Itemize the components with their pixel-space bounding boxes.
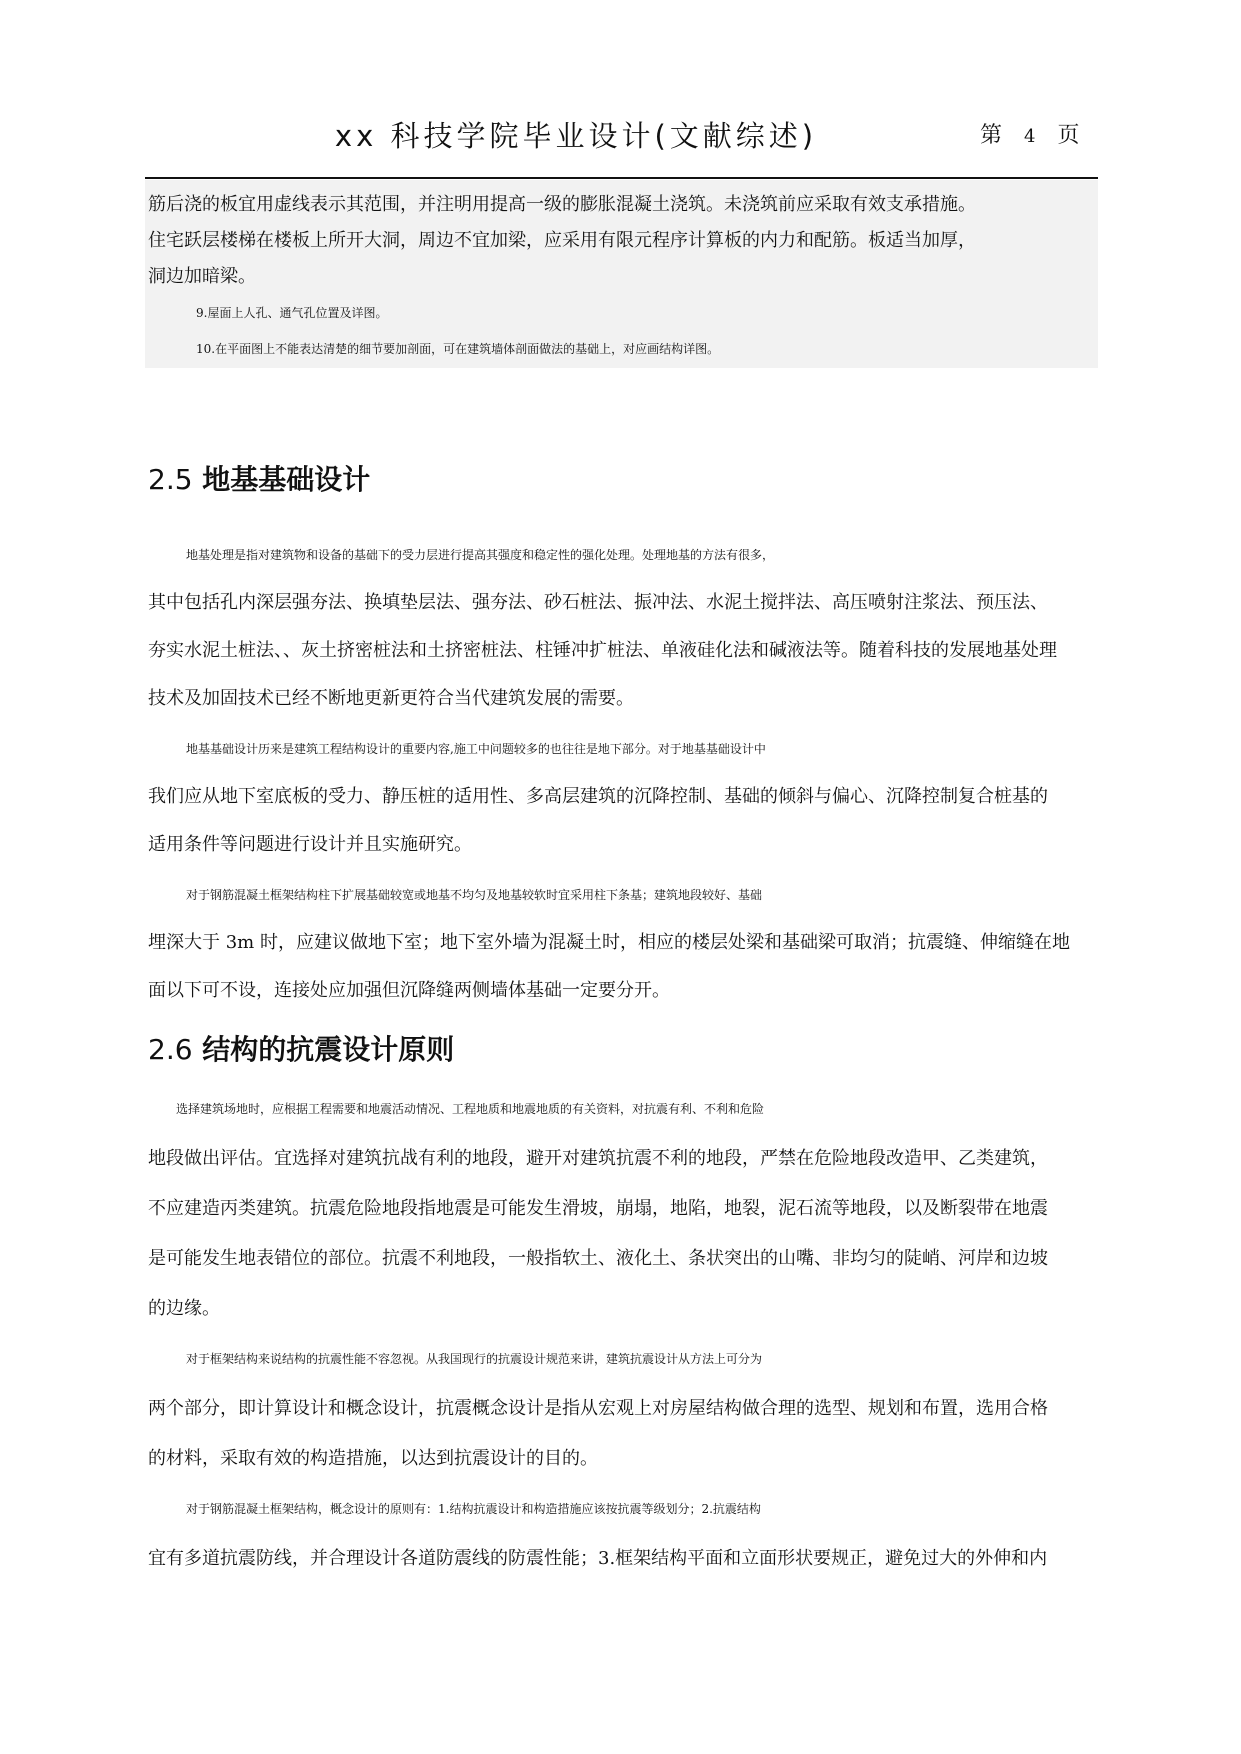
paragraph-line: 技术及加固技术已经不断地更新更符合当代建筑发展的需要。 <box>148 688 634 709</box>
paragraph-line: 宜有多道抗震防线，并合理设计各道防震线的防震性能；3.框架结构平面和立面形状要规正，避免过大的外伸和内 <box>148 1548 1048 1569</box>
paragraph-line: 的材料，采取有效的构造措施，以达到抗震设计的目的。 <box>148 1448 598 1469</box>
paragraph-line: 适用条件等问题进行设计并且实施研究。 <box>148 834 472 855</box>
paragraph-line: 两个部分，即计算设计和概念设计，抗震概念设计是指从宏观上对房屋结构做合理的选型、规划和布置，选用合格 <box>148 1398 1048 1419</box>
section-number: 2.6 <box>148 1033 193 1066</box>
paragraph-line: 选择建筑场地时，应根据工程需要和地震活动情况、工程地质和地震地质的有关资料，对抗震有利、不利和危险 <box>176 1102 765 1116</box>
section-heading-2-6 <box>148 1030 454 1070</box>
paragraph-line: 筋后浇的板宜用虚线表示其范围，并注明用提高一级的膨胀混凝土浇筑。未浇筑前应采取有效支承措施。 <box>148 194 976 215</box>
header-rule <box>145 177 1098 179</box>
page-header <box>148 116 1098 176</box>
paragraph-line: 是可能发生地表错位的部位。抗震不利地段，一般指软土、液化土、条状突出的山嘴、非均匀的陡峭、河岸和边坡 <box>148 1248 1048 1269</box>
page-number-label <box>980 120 1081 153</box>
list-item: 9.屋面上人孔、通气孔位置及详图。 <box>196 306 388 320</box>
list-item: 10.在平面图上不能表达清楚的细节要加剖面，可在建筑墙体剖面做法的基础上，对应画结构详图。 <box>196 342 720 356</box>
paragraph-line: 面以下可不设，连接处应加强但沉降缝两侧墙体基础一定要分开。 <box>148 980 670 1001</box>
paragraph-line: 其中包括孔内深层强夯法、换填垫层法、强夯法、砂石桩法、振冲法、水泥土搅拌法、高压喷射注浆法、预压法、 <box>148 592 1048 613</box>
paragraph-line: 我们应从地下室底板的受力、静压桩的适用性、多高层建筑的沉降控制、基础的倾斜与偏心、沉降控制复合桩基的 <box>148 786 1048 807</box>
paragraph-line: 地基基础设计历来是建筑工程结构设计的重要内容,施工中问题较多的也往往是地下部分。对于地基基础设计中 <box>186 742 766 756</box>
paragraph-line: 住宅跃层楼梯在楼板上所开大洞，周边不宜加梁，应采用有限元程序计算板的内力和配筋。板适当加厚， <box>148 230 976 251</box>
section-heading-2-5 <box>148 460 370 500</box>
section-title: 地基基础设计 <box>202 463 371 496</box>
paragraph-line: 地基处理是指对建筑物和设备的基础下的受力层进行提高其强度和稳定性的强化处理。处理地基的方法有很多， <box>186 548 775 562</box>
section-title: 结构的抗震设计原则 <box>202 1033 455 1066</box>
paragraph-line: 地段做出评估。宜选择对建筑抗战有利的地段，避开对建筑抗震不利的地段，严禁在危险地段改造甲、乙类建筑， <box>148 1148 1048 1169</box>
paragraph-line: 洞边加暗梁。 <box>148 266 256 287</box>
paragraph-line: 对于钢筋混凝土框架结构柱下扩展基础较宽或地基不均匀及地基较软时宜采用柱下条基；建筑地段较好、基础 <box>186 888 763 902</box>
paragraph-line: 对于钢筋混凝土框架结构，概念设计的原则有：1.结构抗震设计和构造措施应该按抗震等级划分；2.抗震结构 <box>186 1502 761 1516</box>
paragraph-line: 对于框架结构来说结构的抗震性能不容忽视。从我国现行的抗震设计规范来讲，建筑抗震设计从方法上可分为 <box>186 1352 763 1366</box>
page-prefix: 第 <box>980 123 1005 148</box>
section-number: 2.5 <box>148 463 193 496</box>
paragraph-line: 夯实水泥土桩法、、灰土挤密桩法和土挤密桩法、柱锤冲扩桩法、单液硅化法和碱液法等。随着科技的发展地基处理 <box>148 640 1057 661</box>
page-suffix: 页 <box>1057 123 1082 148</box>
header-title: xx 科技学院毕业设计(文献综述) <box>334 119 818 153</box>
page-number: 4 <box>1024 126 1038 147</box>
paragraph-line: 不应建造丙类建筑。抗震危险地段指地震是可能发生滑坡，崩塌，地陷，地裂，泥石流等地段，以及断裂带在地震 <box>148 1198 1048 1219</box>
paragraph-line: 埋深大于 3m 时，应建议做地下室；地下室外墙为混凝土时，相应的楼层处梁和基础梁可取消；抗震缝、伸缩缝在地 <box>148 932 1070 953</box>
paragraph-line: 的边缘。 <box>148 1298 220 1319</box>
